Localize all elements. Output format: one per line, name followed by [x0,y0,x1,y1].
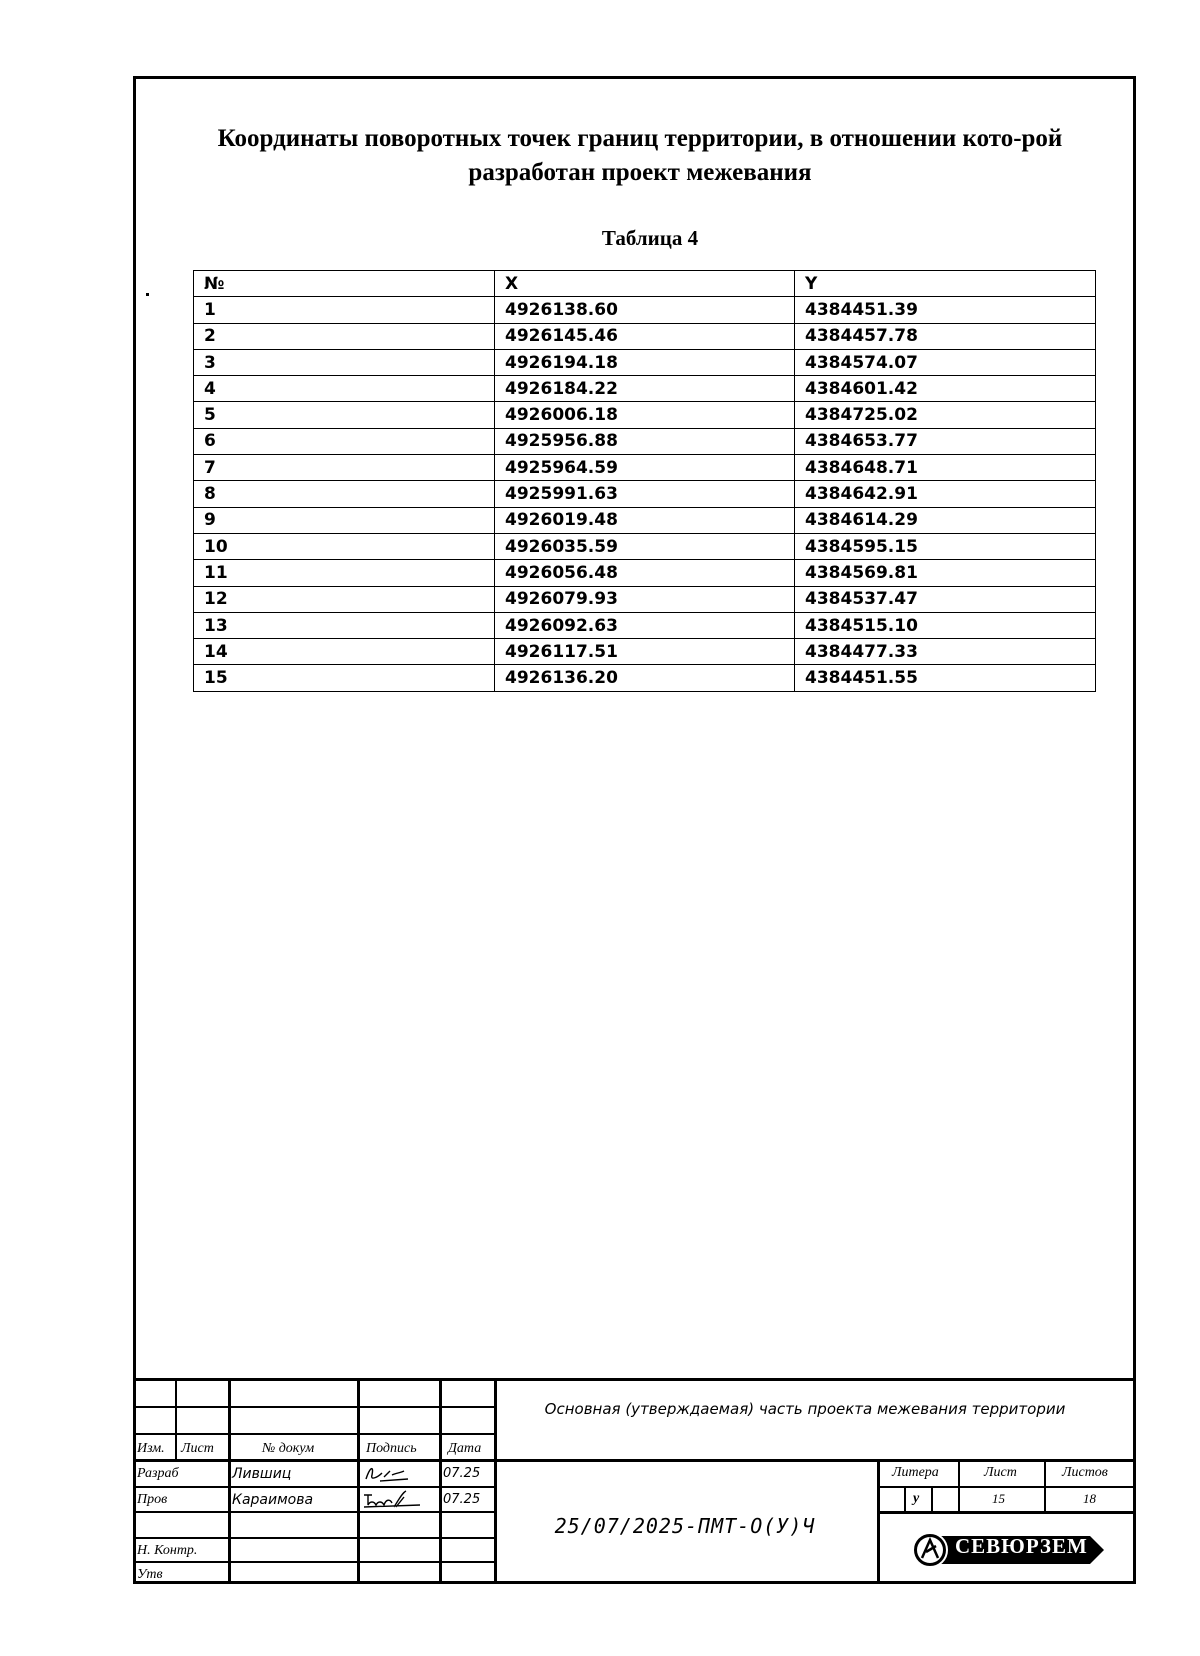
table-row [194,560,1096,586]
cell-y: 4384574.07 [795,349,1096,375]
table-row [194,481,1096,507]
table-row [194,639,1096,665]
stamp-date-developer: 07.25 [443,1466,481,1481]
table-row [194,376,1096,402]
table-row [194,533,1096,559]
cell-x: 4925991.63 [495,481,795,507]
stamp-label-list: Лист [181,1441,214,1456]
stamp-grid-line [133,1561,495,1563]
cell-x: 4926136.20 [495,665,795,691]
stamp-grid-line [133,1486,495,1488]
cell-y: 4384614.29 [795,507,1096,533]
stamp-sheet-value: 15 [992,1491,1005,1506]
stamp-grid-line [133,1511,495,1513]
stamp-label-sheets: Листов [1062,1465,1108,1480]
header-x: X [495,271,795,297]
stamp-grid-line [1044,1459,1046,1512]
cell-number: 15 [194,665,495,691]
stamp-grid-line [931,1486,933,1512]
cell-x: 4926184.22 [495,376,795,402]
stamp-grid-line [133,1537,495,1539]
table-row [194,297,1096,323]
table-row [194,349,1096,375]
cell-y: 4384595.15 [795,533,1096,559]
cell-x: 4926079.93 [495,586,795,612]
table-row [194,586,1096,612]
header-y: Y [795,271,1096,297]
stamp-date-checker: 07.25 [443,1492,481,1507]
cell-x: 4926056.48 [495,560,795,586]
cell-y: 4384451.39 [795,297,1096,323]
table-row [194,665,1096,691]
stamp-name-developer: Лившиц [232,1466,292,1482]
cell-y: 4384653.77 [795,428,1096,454]
cell-number: 4 [194,376,495,402]
stamp-grid-line [878,1511,1136,1514]
table-row [194,428,1096,454]
stamp-grid-line [133,1433,495,1435]
cell-number: 2 [194,323,495,349]
cell-y: 4384537.47 [795,586,1096,612]
table-row [194,507,1096,533]
cell-y: 4384569.81 [795,560,1096,586]
cell-number: 9 [194,507,495,533]
stamp-litera-value: у [913,1491,920,1506]
table-caption: Таблица 4 [601,226,699,250]
stamp-header-border [133,1459,1136,1462]
cell-number: 1 [194,297,495,323]
stamp-role-norm-control: Н. Контр. [137,1543,198,1558]
table-body [194,297,1096,691]
cell-x: 4926035.59 [495,533,795,559]
cell-y: 4384648.71 [795,455,1096,481]
cell-x: 4926092.63 [495,612,795,638]
stamp-grid-line [175,1378,177,1459]
stamp-grid-line [133,1406,495,1408]
cell-x: 4926145.46 [495,323,795,349]
cell-y: 4384451.55 [795,665,1096,691]
stamp-name-checker: Караимова [232,1492,314,1508]
stamp-label-signature: Подпись [366,1441,417,1456]
cell-y: 4384457.78 [795,323,1096,349]
cell-x: 4926006.18 [495,402,795,428]
stamp-grid-line [228,1378,231,1584]
cell-y: 4384725.02 [795,402,1096,428]
stamp-label-litera: Литера [892,1465,939,1480]
stamp-role-checker: Пров [137,1492,168,1507]
cell-x: 4925956.88 [495,428,795,454]
stamp-role-approver: Утв [137,1567,163,1582]
cell-number: 8 [194,481,495,507]
table-row [194,612,1096,638]
page-title: Координаты поворотных точек границ территории, в отношении кото-рой разработан проект межевания [217,125,1063,186]
cell-y: 4384642.91 [795,481,1096,507]
table-row [194,323,1096,349]
cell-number: 11 [194,560,495,586]
cell-number: 10 [194,533,495,559]
stamp-grid-line [439,1378,442,1584]
cell-number: 13 [194,612,495,638]
cell-number: 5 [194,402,495,428]
table-row [194,402,1096,428]
cell-x: 4926019.48 [495,507,795,533]
cell-number: 12 [194,586,495,612]
document-name: Основная (утверждаемая) часть проекта межевания территории [544,1400,1066,1418]
scan-speck [146,293,149,296]
stamp-grid-line [904,1486,906,1512]
stamp-role-developer: Разраб [137,1466,179,1481]
stamp-grid-line [878,1486,1136,1488]
stamp-label-sheet: Лист [984,1465,1017,1480]
stamp-sheets-value: 18 [1083,1491,1096,1506]
cell-number: 14 [194,639,495,665]
stamp-right-divider [877,1459,880,1584]
cell-x: 4926117.51 [495,639,795,665]
coordinates-table [193,270,1096,692]
cell-number: 7 [194,455,495,481]
stamp-label-doc-no: № докум [262,1441,315,1456]
stamp-label-date: Дата [448,1441,482,1456]
cell-y: 4384515.10 [795,612,1096,638]
cell-y: 4384601.42 [795,376,1096,402]
document-code: 25/07/2025-ПМТ-О(У)Ч [554,1514,816,1538]
cell-number: 6 [194,428,495,454]
company-logo-text: СЕВЮРЗЕМ [955,1534,1088,1558]
signature-checker-image [360,1487,430,1511]
table-header-row [194,271,1096,297]
stamp-top-border [133,1378,1136,1381]
header-number: № [194,271,495,297]
cell-number: 3 [194,349,495,375]
stamp-label-izm: Изм. [137,1441,165,1456]
stamp-grid-line [958,1459,960,1512]
signature-developer-image [360,1461,430,1485]
cell-x: 4926194.18 [495,349,795,375]
table-row [194,455,1096,481]
cell-x: 4925964.59 [495,455,795,481]
cell-x: 4926138.60 [495,297,795,323]
cell-y: 4384477.33 [795,639,1096,665]
